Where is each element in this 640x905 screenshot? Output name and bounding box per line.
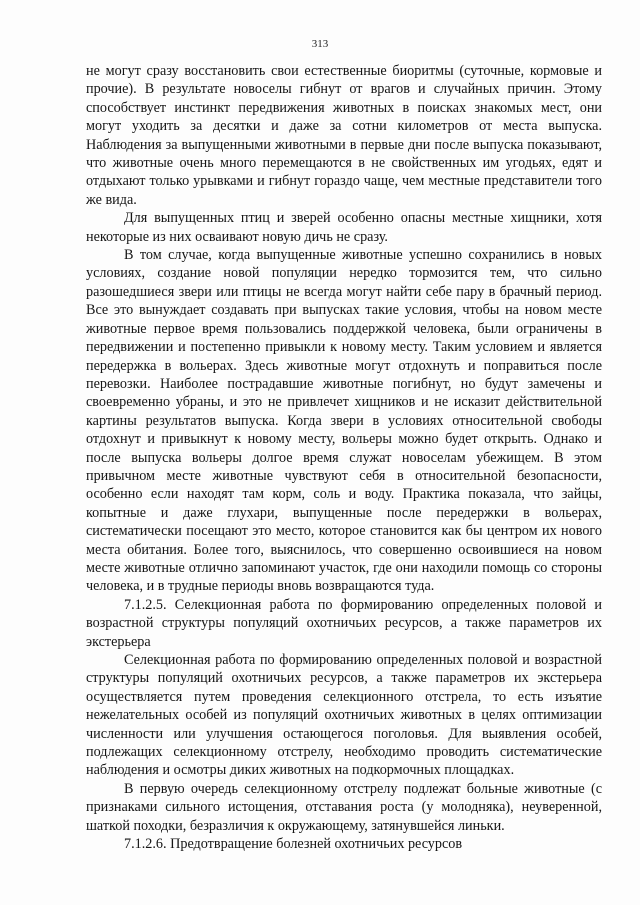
paragraph-continuation: не могут сразу восстановить свои естественные биоритмы (суточные, кормовые и прочие). В результате новоселы гибнут от врагов и случайных причин. Этому способствует инстинкт передвижения животных в поисках знакомых мест, они могут уходить за десятки и даже за сотни километров от места выпуска. Наблюдения за выпущенными животными в первые дни после выпуска показывают, что животные очень много перемещаются в не свойственных им угодьях, едят и отдыхают только урывками и гибнут гораздо чаще, чем местные представители того же вида. [86, 63, 602, 208]
page-body [86, 62, 602, 853]
paragraph-selection-work: Селекционная работа по формированию определенных половой и возрастной структуры популяций охотничьих ресурсов, а также параметров их экстерьера осуществляется путем проведения селекционного отстрела, то есть изъятие нежелательных особей из популяций охотничьих животных в целях оптимизации численности или улучшения остающегося поголовья. Для выявления особей, подлежащих селекционному отстрелу, необходимо проводить систематические наблюдения и осмотры диких животных на подкормочных площадках. [86, 652, 602, 779]
section-heading-7-1-2-6: 7.1.2.6. Предотвращение болезней охотничьих ресурсов [124, 836, 463, 853]
section-heading-7-1-2-5: 7.1.2.5. Селекционная работа по формированию определенных половой и возрастной структуры популяций охотничьих ресурсов, а также параметров их экстерьера [86, 596, 602, 650]
paragraph-predators: Для выпущенных птиц и зверей особенно опасны местные хищники, хотя некоторые из них осваивают новую дичь не сразу. [86, 210, 602, 245]
paragraph-selective-culling: В первую очередь селекционному отстрелу подлежат больные животные (с признаками сильного истощения, отставания роста (у молодняка), неуверенной, шаткой походки, безразличия к окружающему, затянувшейся линьки. [86, 780, 602, 834]
paragraph-enclosures: В том случае, когда выпущенные животные успешно сохранились в новых условиях, создание новой популяции нередко тормозится тем, что сильно разошедшиеся звери или птицы не всегда могут найти себе пару в брачный период. Все это вынуждает создавать при выпусках такие условия, чтобы на новом месте животные первое время пользовались поддержкой человека, были ограничены в передвижении и постепенно привыкли к новому месту. Таким условием и является передержка в вольерах. Здесь животные могут отдохнуть и поправиться после перевозки. Наиболее пострадавшие животные погибнут, но будут замечены и своевременно убраны, и это не привлечет хищников и не исказит действительной картины результатов выпуска. Когда звери в условиях относительной свободы отдохнут и привыкнут к новому месту, вольеры можно будет открыть. Однако и после выпуска вольеры долгое время служат новоселам убежищем. В этом привычном месте животные чувствуют себя в относительной безопасности, особенно если находят там корм, соль и воду. Практика показала, что зайцы, копытные и даже глухари, выпущенные после передержки в вольерах, систематически посещают это место, которое становится как бы центром их нового места обитания. Более того, выяснилось, что совершенно освоившиеся на новом месте животные отлично запоминают участок, где они находили помощь со стороны человека, и в трудные периоды вновь возвращаются туда. [86, 247, 602, 595]
page-number: 313 [311, 38, 329, 50]
